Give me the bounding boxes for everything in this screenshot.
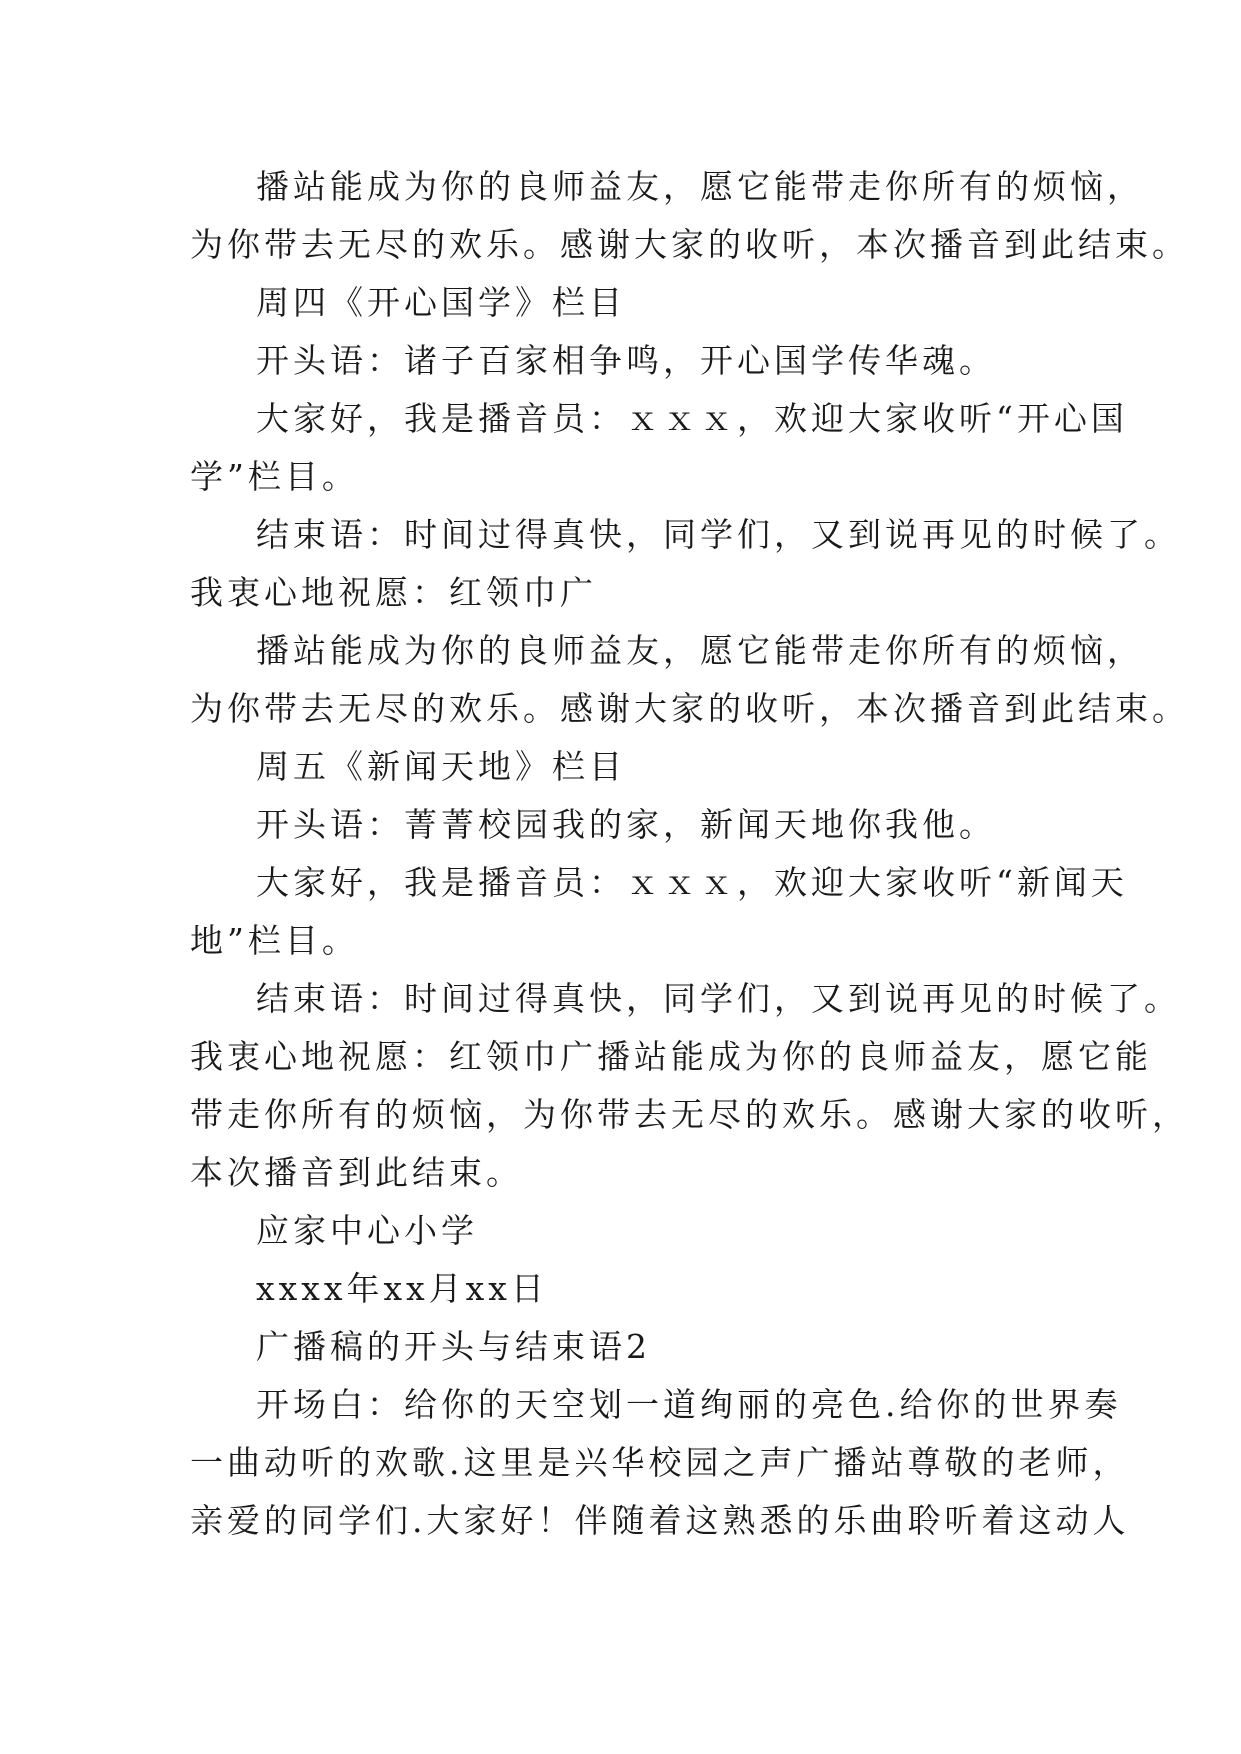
text-line: 大家好，我是播音员：ｘｘｘ，欢迎大家收听“新闻天 bbox=[256, 863, 1128, 902]
text-line: 开头语：诸子百家相争鸣，开心国学传华魂。 bbox=[256, 341, 996, 380]
text-line: 大家好，我是播音员：ｘｘｘ，欢迎大家收听“开心国 bbox=[256, 399, 1128, 438]
text-line: 为你带去无尽的欢乐。感谢大家的收听，本次播音到此结束。 bbox=[190, 689, 1189, 728]
section-heading: 周四《开心国学》栏目 bbox=[256, 283, 626, 322]
text-line: 播站能成为你的良师益友，愿它能带走你所有的烦恼， bbox=[256, 631, 1144, 670]
text-line: 开头语：菁菁校园我的家，新闻天地你我他。 bbox=[256, 805, 996, 844]
text-line: 播站能成为你的良师益友，愿它能带走你所有的烦恼， bbox=[256, 167, 1144, 206]
text-line: 亲爱的同学们.大家好！伴随着这熟悉的乐曲聆听着这动人 bbox=[190, 1501, 1130, 1540]
text-line: 为你带去无尽的欢乐。感谢大家的收听，本次播音到此结束。 bbox=[190, 225, 1189, 264]
text-line: 带走你所有的烦恼，为你带去无尽的欢乐。感谢大家的收听， bbox=[190, 1095, 1189, 1134]
text-line: 开场白：给你的天空划一道绚丽的亮色.给你的世界奏 bbox=[256, 1385, 1122, 1424]
document-page bbox=[190, 158, 1189, 1550]
date-line: xxxx年xx月xx日 bbox=[256, 1269, 548, 1308]
text-line: 我衷心地祝愿：红领巾广播站能成为你的良师益友，愿它能 bbox=[190, 1037, 1152, 1076]
school-name: 应家中心小学 bbox=[256, 1211, 478, 1250]
text-line: 我衷心地祝愿：红领巾广 bbox=[190, 573, 597, 612]
section-heading: 广播稿的开头与结束语2 bbox=[256, 1327, 651, 1366]
text-line: 学”栏目。 bbox=[190, 457, 359, 496]
section-heading: 周五《新闻天地》栏目 bbox=[256, 747, 626, 786]
text-line: 本次播音到此结束。 bbox=[190, 1153, 523, 1192]
text-line: 地”栏目。 bbox=[190, 921, 359, 960]
text-line: 一曲动听的欢歌.这里是兴华校园之声广播站尊敬的老师， bbox=[190, 1443, 1130, 1482]
text-line: 结束语：时间过得真快，同学们，又到说再见的时候了。 bbox=[256, 515, 1181, 554]
text-line: 结束语：时间过得真快，同学们，又到说再见的时候了。 bbox=[256, 979, 1181, 1018]
